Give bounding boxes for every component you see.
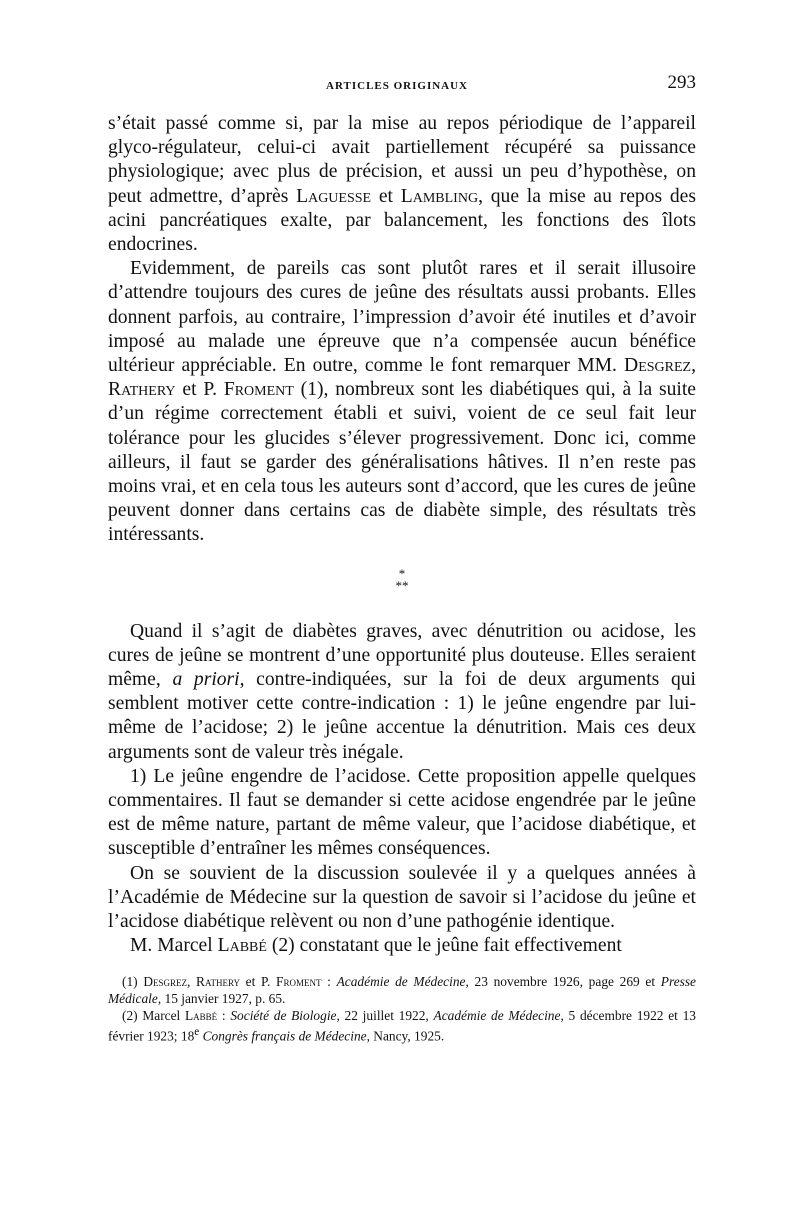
journal-title: Société de Biologie <box>230 1007 337 1023</box>
text-run: (2) constatant que le jeûne fait effectivement <box>266 935 622 957</box>
author-name: Lambling <box>400 185 479 207</box>
author-name: Rathery <box>196 973 240 989</box>
running-head: ARTICLES ORIGINAUX <box>326 80 468 92</box>
author-name: Labbé <box>217 935 267 957</box>
asterism-top: * <box>398 565 406 581</box>
text-run: , que la mise au repos des acini pancréatiques exalte, par balancement, les fonctions des îlots endocrines. <box>108 185 696 256</box>
text-run: , 5 décembre 1922 et 13 février 1923; 18 <box>108 1007 697 1043</box>
text-run: , 22 juillet 1922, <box>336 1007 434 1023</box>
author-name: Desgrez <box>624 355 692 377</box>
paragraph-1 <box>108 112 696 257</box>
page-number: 293 <box>667 72 696 93</box>
journal-title: Presse Médicale <box>108 973 696 1006</box>
journal-title: Académie de Médecine <box>433 1007 561 1023</box>
footnotes <box>108 973 696 1044</box>
text-run: s’était passé comme si, par la mise au repos périodique de l’appareil glyco-régulateur, celui-ci avait partiellement récupéré sa puissance physiologique; avec plus de précision, et aussi un peu d’hypothèse, on peut admettre, d’après <box>108 113 696 207</box>
author-name: Labbé <box>184 1007 218 1023</box>
paragraph-6 <box>108 934 696 958</box>
text-run: Quand il s’agit de diabètes graves, avec dénutrition ou acidose, les cures de jeûne se montrent d’une opportunité plus douteuse. Elles seraient même, <box>108 620 696 691</box>
text-run: , 15 janvier 1927, p. 65. <box>157 990 286 1006</box>
text-run: (1) <box>122 973 144 989</box>
text-run: : <box>321 973 337 989</box>
ordinal-suffix: e <box>194 1025 200 1038</box>
text-run: , Nancy, 1925. <box>366 1027 445 1043</box>
text-run: Evidemment, de pareils cas sont plutôt rares et il serait illusoire d’attendre toujours des cures de jeûne des résultats aussi probants. Elles donnent parfois, au contraire, l’impression d’avoir été inutiles et d’avoir imposé au malade une épreuve que n’a compensée aucun bénéfice ultérieur appréciable. En outre, comme le font remarquer MM. <box>108 258 696 377</box>
asterism-bottom: ** <box>395 577 409 593</box>
paragraph-5: On se souvient de la discussion soulevée il y a quelques années à l’Académie de Médecine sur la question de savoir si l’acidose du jeûne et l’acidose diabétique relèvent ou non d’une pathogénie identique. <box>108 862 696 933</box>
author-name: Desgrez <box>143 973 187 989</box>
text-run: et P. <box>239 973 277 989</box>
paragraph-4: 1) Le jeûne engendre de l’acidose. Cette proposition appelle quelques commentaires. Il faut se demander si cette acidose engendrée par le jeûne est de même nature, partant de même valeur, que l’acidose diabétique, et susceptible d’entraîner les mêmes conséquences. <box>108 765 696 860</box>
text-run: , contre-indiquées, sur la foi de deux arguments qui semblent motiver cette contre-indication : 1) le jeûne engendre par lui-même de l’acidose; 2) le jeûne accentue la dénutrition. Mais ces deux arguments sont de valeur très inégale. <box>108 669 696 763</box>
page-header <box>108 72 696 102</box>
author-name: Froment <box>276 973 322 989</box>
paragraph-3 <box>108 620 696 765</box>
text-run: M. Marcel <box>130 935 218 957</box>
body-text <box>108 112 696 959</box>
footnote-1 <box>108 973 696 1007</box>
author-name: Rathery <box>108 379 176 401</box>
author-name: Laguesse <box>296 185 372 207</box>
text-run: et <box>371 185 401 207</box>
paragraph-2 <box>108 257 696 547</box>
page <box>108 72 696 1044</box>
journal-title: Académie de Médecine <box>336 973 466 989</box>
text-run: , 23 novembre 1926, page 269 et <box>465 973 661 989</box>
italic-term: a priori <box>172 669 240 691</box>
author-name: Froment <box>223 379 294 401</box>
footnote-2 <box>108 1007 696 1044</box>
text-run: et P. <box>175 379 224 401</box>
text-run: (2) Marcel <box>122 1007 185 1023</box>
text-run: (1), nombreux sont les diabétiques qui, à la suite d’un régime correctement établi et suivi, voient de ce seul fait leur tolérance pour les glucides s’élever progressivement. Donc ici, comme ailleurs, il faut se garder des généralisations hâtives. Il n’en reste pas moins vrai, et en cela tous les auteurs sont d’accord, que les cures de jeûne peuvent donner dans certains cas de diabète simple, des résultats très intéressants. <box>108 379 696 546</box>
journal-title: Congrès français de Médecine <box>202 1027 367 1043</box>
text-run: : <box>217 1007 231 1023</box>
text-run: , <box>691 355 696 377</box>
text-run: , <box>186 973 197 989</box>
section-asterism <box>108 565 696 593</box>
